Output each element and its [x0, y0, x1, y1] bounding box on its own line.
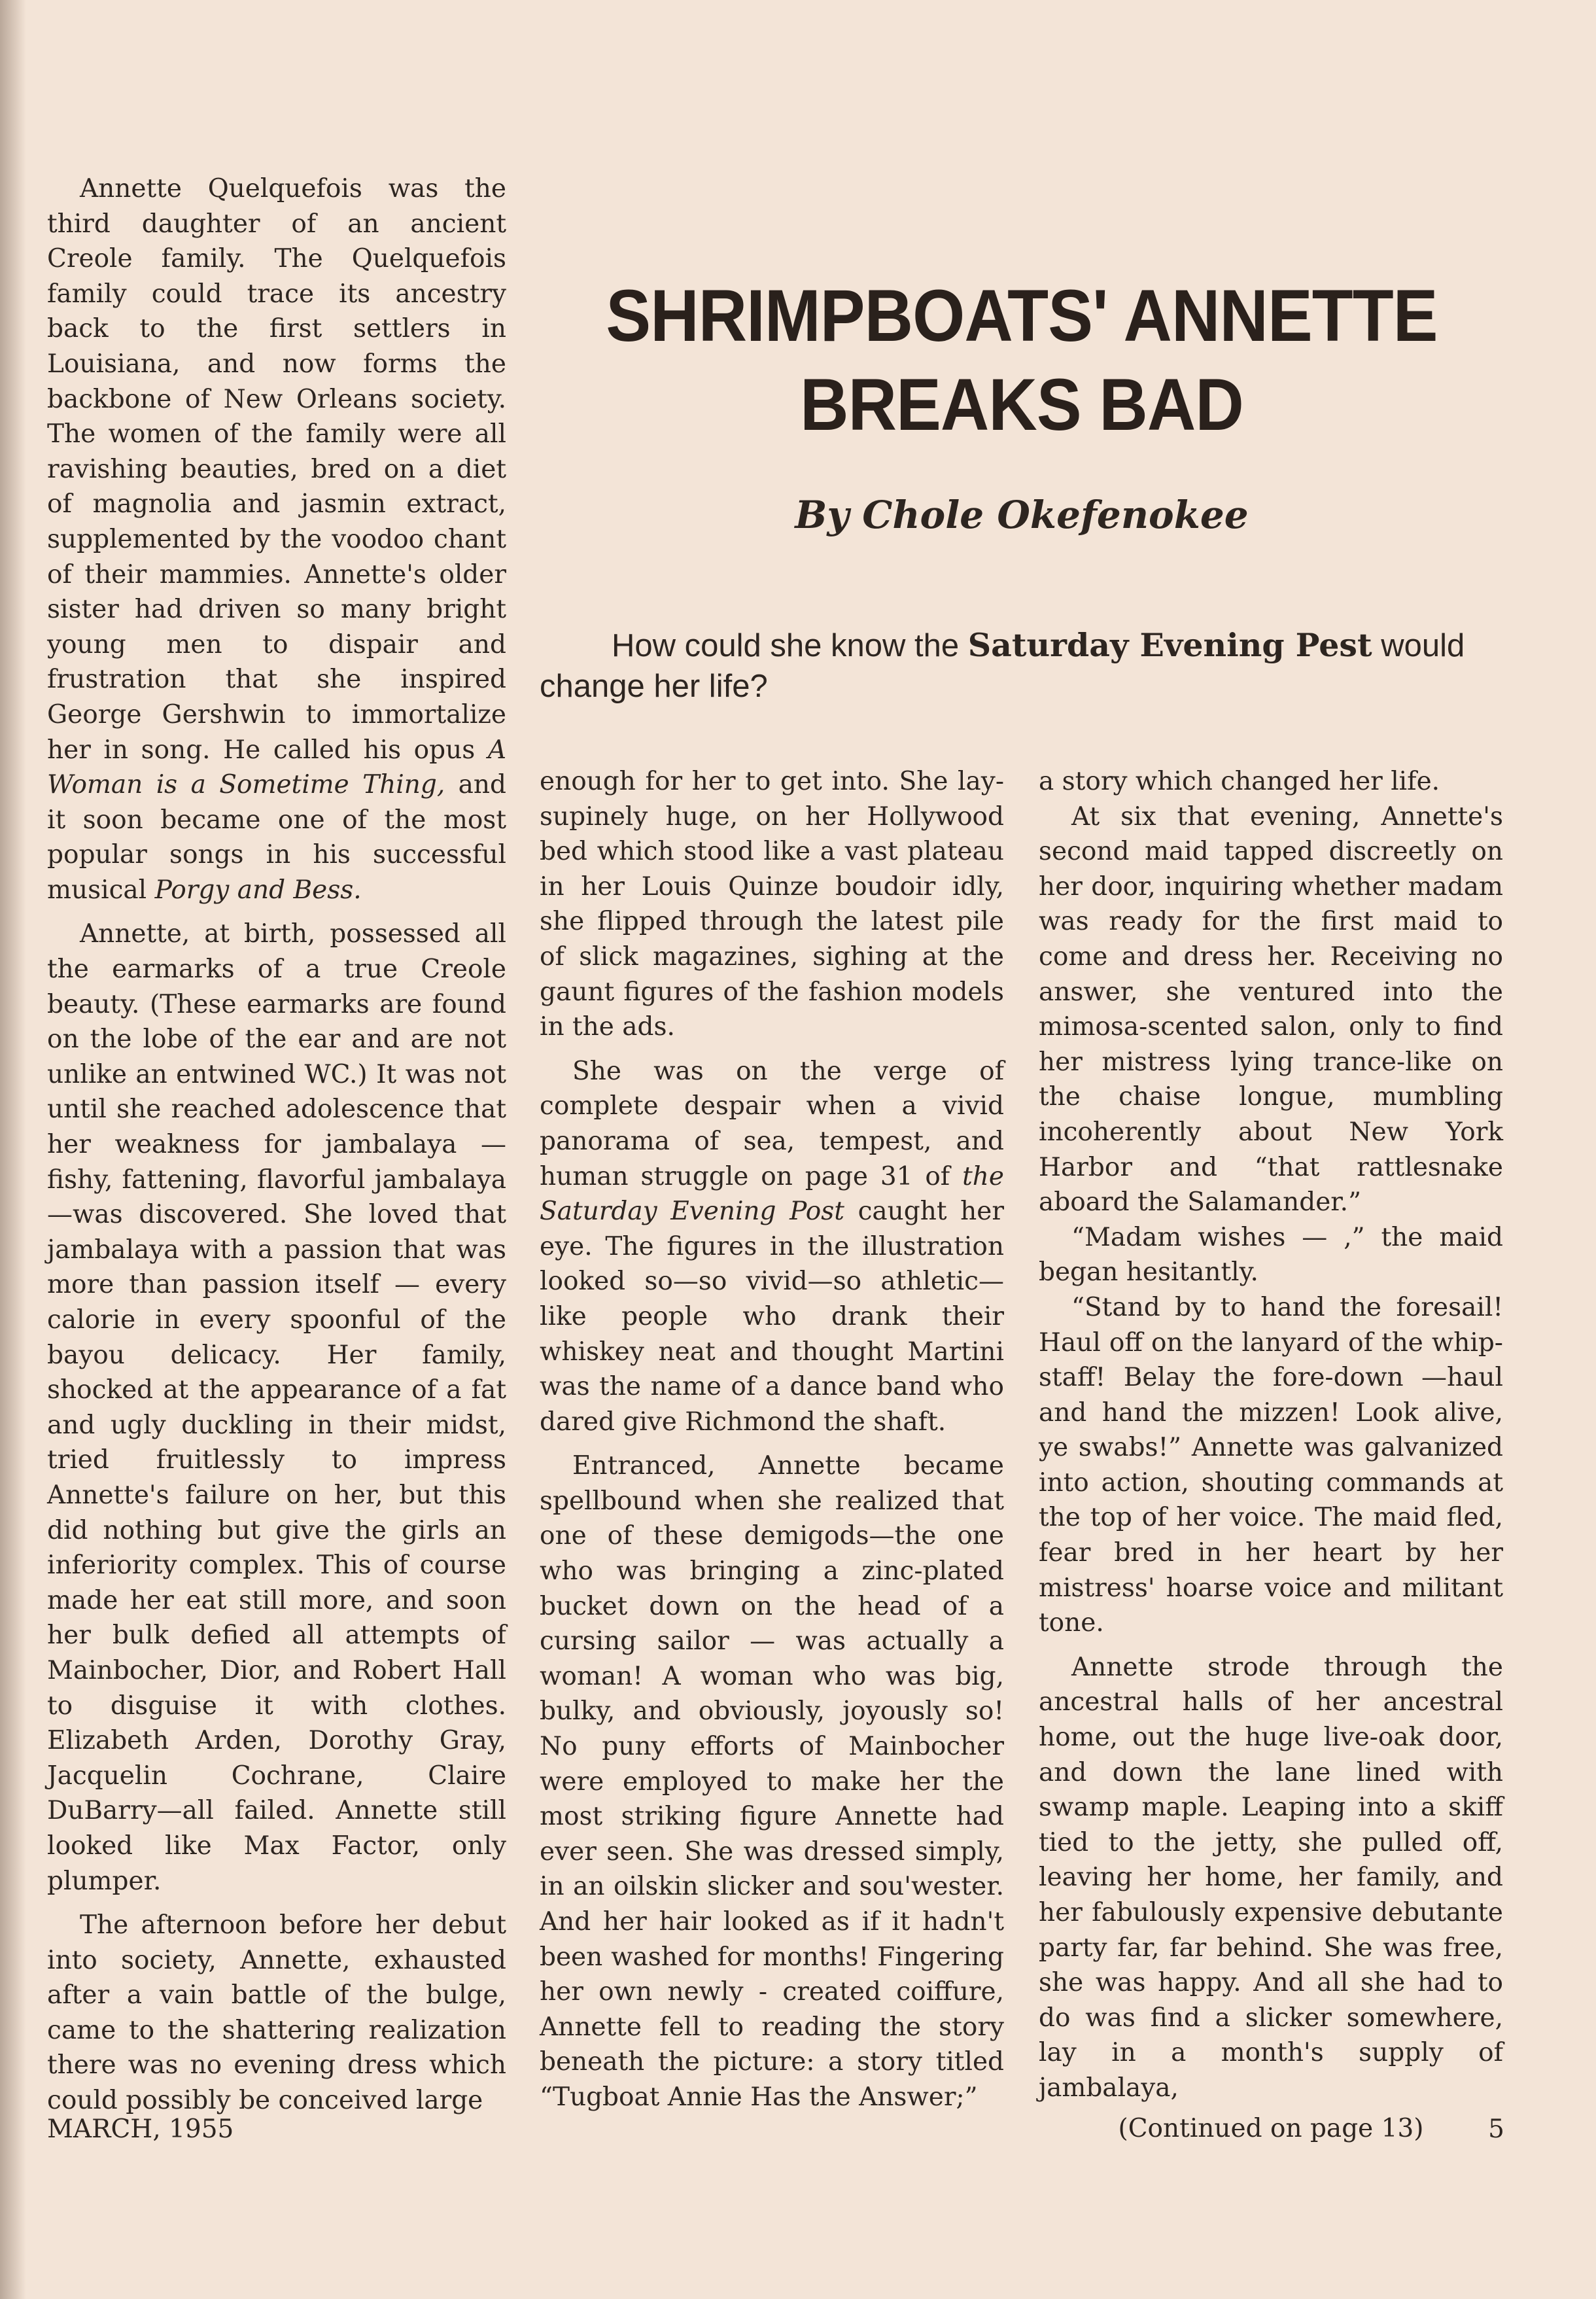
title-line-2: BREAKS BAD — [800, 364, 1243, 446]
page-number: 5 — [1488, 2115, 1504, 2144]
article-title — [576, 272, 1467, 449]
paragraph-middle-2: She was on the verge of complete despair when a vivid panorama of sea, tempest, and human struggle on page 31 of the Saturday Evening Post caught her eye. The figures in the illustration looked so—so vivid—so athletic—like people who drank their whiskey neat and thought Martini was the name of a dance band who dared give Richmond the shaft. — [540, 1056, 1004, 1437]
musical-title: Porgy and Bess. — [154, 875, 362, 905]
paragraph-middle-3: Entranced, Annette became spellbound when she realized that one of these demigods—the one who was bringing a zinc-plated bucket down on the head of a cursing sailor — was actually a woman! A woman who was big, bulky, and obviously, joyously so! No puny efforts of Mainbocher were employed to make her the most striking figure Annette had ever seen. She was dressed simply, in an oilskin slicker and sou'wester. And her hair looked as if it hadn't been washed for months! Fingering her own newly - created coiffure, Annette fell to reading the story beneath the picture: a story titled “Tugboat Annie Has the Answer;” — [540, 1451, 1004, 2112]
article-column-left — [47, 171, 506, 2118]
paragraph-left-3: The afternoon before her debut into society, Annette, exhausted after a vain battle of the bulge, came to the shattering realization there was no evening dress which could possibly be conceived large — [47, 1910, 506, 2116]
article-column-middle — [540, 764, 1004, 2115]
page-binding-shadow — [0, 0, 26, 2299]
paragraph-right-1: a story which changed her life. — [1039, 767, 1440, 796]
paragraph-right-2: At six that evening, Annette's second maid tapped discreetly on her door, inquiring whether madam was ready for the first maid to come and dress her. Receiving no answer, she ventured into the mimosa-scented salon, only to find her mistress lying trance-like on the chaise longue, mumbling incoherently about New York Harbor and “that rattlesnake aboard the Salamander.” — [1039, 801, 1503, 1218]
magazine-name: the Saturday Evening Post — [540, 1161, 1004, 1227]
paragraph-middle-1: enough for her to get into. She lay- supinely huge, on her Hollywood bed which stood like a vast plateau in her Louis Quinze boudoir idly, she flipped through the latest pile of slick magazines, sighing at the gaunt figures of the fashion models in the ads. — [540, 767, 1004, 1042]
article-column-right — [1039, 764, 1503, 2146]
deck-magazine-name: Saturday Evening Pest — [967, 626, 1372, 664]
paragraph-left-1: Annette Quelquefois was the third daughter of an ancient Creole family. The Quelquefois family could trace its ancestry back to the first settlers in Louisiana, and now forms the backbone of New Orleans society. The women of the family were all ravishing beauties, bred on a diet of magnolia and jasmin extract, supplemented by the voodoo chant of their mammies. Annette's older sister had driven so many bright young men to dispair and frustration that she inspired George Gershwin to immortalize her in song. He called his opus A Woman is a Sometime Thing, and it soon became one of the most popular songs in his successful musical Porgy and Bess. — [47, 174, 506, 905]
paragraph-right-3: “Madam wishes — ,” the maid began hesitantly. — [1039, 1222, 1503, 1288]
issue-date: MARCH, 1955 — [47, 2115, 234, 2144]
continued-note: (Continued on page 13) — [1118, 2113, 1424, 2143]
article-deck: How could she know the Saturday Evening Pest would change her life? — [540, 626, 1465, 704]
paragraph-right-5: Annette strode through the ancestral halls of her ancestral home, out the huge live-oak door, and down the lane lined with swamp maple. Leaping into a skiff tied to the jetty, she pulled off, leaving her home, her family, and her fabulously expensive debutante party far, far behind. She was free, she was happy. And all she had to do was find a slicker somewhere, lay in a month's supply of jambalaya, — [1039, 1652, 1503, 2103]
paragraph-right-4: “Stand by to hand the foresail! Haul off on the lanyard of the whip-staff! Belay the fore-down —haul and hand the mizzen! Look alive, ye swabs!” Annette was galvanized into action, shouting commands at the top of her voice. The maid fled, fear bred in her heart by her mistress' hoarse voice and militant tone. — [1039, 1292, 1503, 1638]
author-byline: By Chole Okefenokee — [795, 493, 1249, 537]
paragraph-left-2: Annette, at birth, possessed all the earmarks of a true Creole beauty. (These earmarks are found on the lobe of the ear and are not unlike an entwined WC.) It was not until she reached adolescence that her weakness for jambalaya — fishy, fattening, flavorful jambalaya—was discovered. She loved that jambalaya with a passion that was more than passion itself — every calorie in every spoonful of the bayou delicacy. Her family, shocked at the appearance of a fat and ugly duckling in their midst, tried fruitlessly to impress Annette's failure on her, but this did nothing but give the girls an inferiority complex. This of course made her eat still more, and soon her bulk defied all attempts of Mainbocher, Dior, and Robert Hall to disguise it with clothes. Elizabeth Arden, Dorothy Gray, Jacquelin Cochrane, Claire DuBarry—all failed. Annette still looked like Max Factor, only plumper. — [47, 919, 506, 1896]
title-line-1: SHRIMPBOATS' ANNETTE — [606, 275, 1438, 357]
song-title: A Woman is a Sometime Thing, — [47, 735, 506, 800]
